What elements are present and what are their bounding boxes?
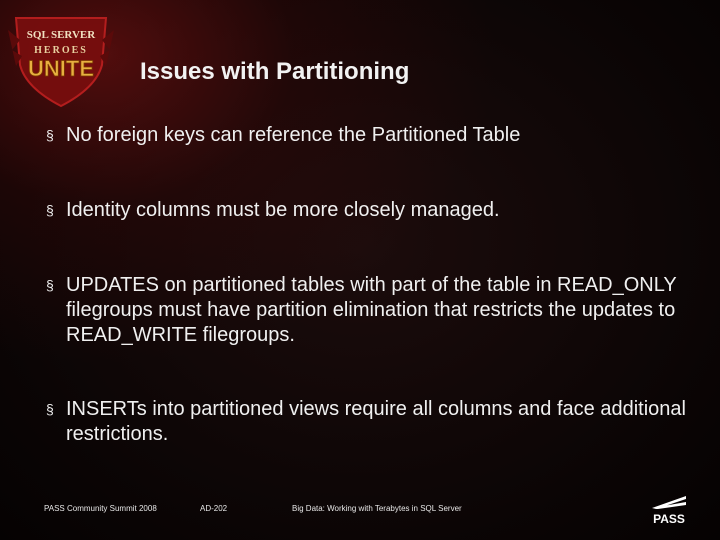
bullet-marker: §	[46, 401, 54, 417]
bullet-text: INSERTs into partitioned views require all columns and face additional restrictions.	[66, 398, 686, 445]
bullet-marker: §	[46, 127, 54, 143]
bullet-text: UPDATES on partitioned tables with part of the table in READ_ONLY filegroups must have partition elimination that restricts the updates to READ_WRITE filegroups.	[66, 274, 677, 346]
footer-talk-title: Big Data: Working with Terabytes in SQL Server	[292, 504, 462, 513]
footer-session-code: AD-202	[200, 504, 228, 513]
pass-logo	[646, 494, 692, 526]
bullet-item	[46, 397, 686, 447]
bullet-text: Identity columns must be more closely managed.	[66, 199, 500, 221]
logo-line-1: SQL SERVER	[26, 29, 96, 41]
bullet-marker: §	[46, 202, 54, 218]
bullet-text: No foreign keys can reference the Partitioned Table	[66, 124, 521, 146]
bullet-item	[46, 273, 686, 348]
logo-line-2: HEROES	[34, 45, 88, 56]
pass-logo-text: PASS	[653, 512, 685, 526]
bullet-marker: §	[46, 277, 54, 293]
logo-line-3: UNITE	[28, 56, 94, 81]
sql-server-heroes-unite-logo	[6, 10, 116, 110]
pass-logo-stripes	[652, 496, 686, 509]
footer-event: PASS Community Summit 2008	[44, 504, 157, 513]
bullet-item	[46, 198, 686, 223]
bullet-item	[46, 123, 686, 148]
slide-title: Issues with Partitioning	[140, 58, 410, 85]
